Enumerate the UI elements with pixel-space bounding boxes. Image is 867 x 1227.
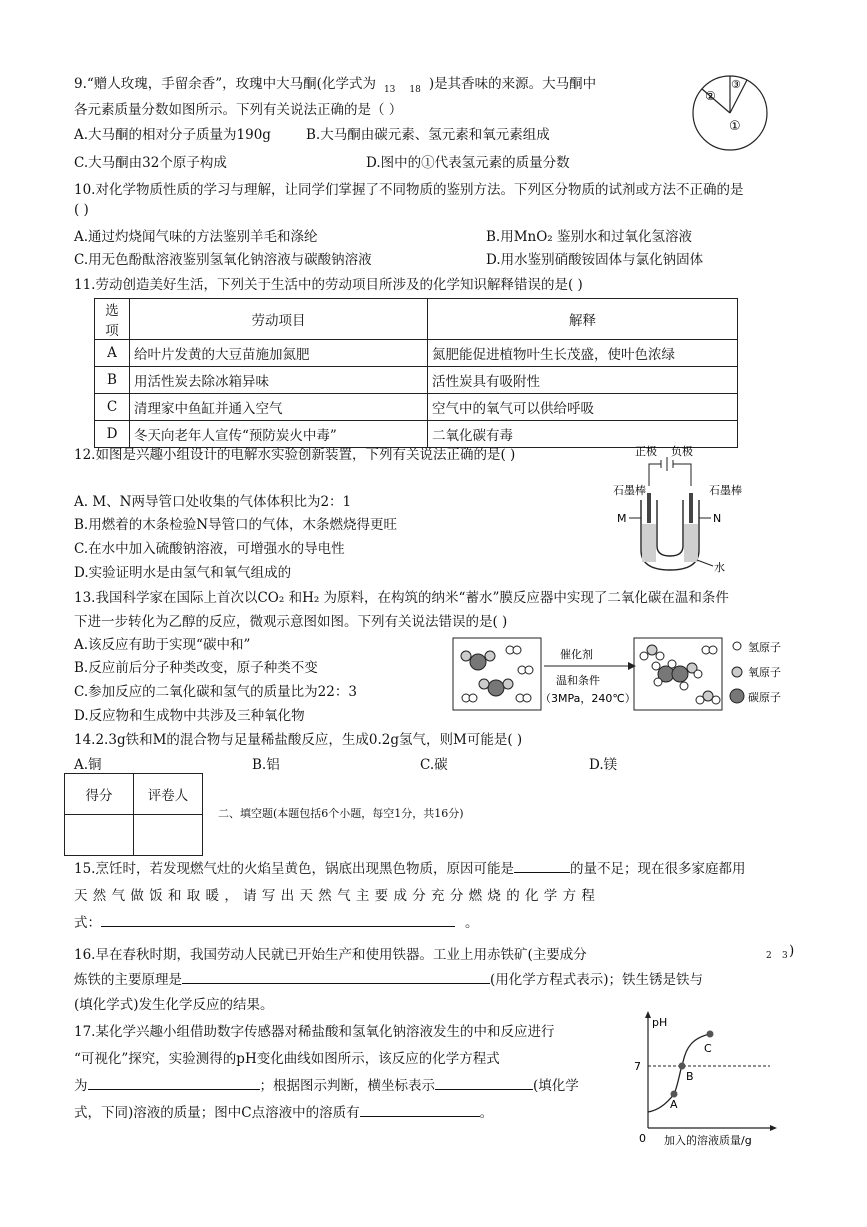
pie-label-1: ①	[729, 119, 741, 134]
q10-opt-c: C.用无色酚酞溶液鉴别氢氧化钠溶液与碳酸钠溶液	[74, 252, 372, 268]
score-label: 得分	[65, 774, 134, 815]
q16-blank-1[interactable]	[182, 969, 490, 984]
q9-pie-chart	[690, 64, 770, 160]
table-cell-explanation: 二氧化碳有毒	[428, 421, 738, 448]
q12-opt-c: C.在水中加入硫酸钠溶液，可增强水的导电性	[74, 541, 345, 557]
hydrogen-legend-icon	[733, 642, 741, 650]
score-box	[64, 773, 203, 856]
q9-opt-a: A.大马酮的相对分子质量为190g	[74, 127, 271, 143]
q15-blank-1[interactable]	[514, 858, 570, 873]
q16-text-b: (用化学方程式表示)；铁生锈是铁与	[490, 972, 704, 988]
q15-period: 。	[465, 915, 479, 931]
q17-text-e: 。	[479, 1105, 494, 1121]
q14-opt-a: A.铜	[74, 757, 102, 773]
q17-line3	[74, 1074, 579, 1094]
pie-label-2: ②	[705, 89, 716, 103]
q13-line2: 下进一步转化为乙醇的反应，微观示意图如图。下列有关说法错误的是( )	[74, 614, 508, 630]
q10-line2: ( )	[74, 202, 89, 218]
q10-opt-d: D.用水鉴别硝酸铵固体与氯化钠固体	[486, 252, 704, 268]
q13-opt-d: D.反应物和生成物中共涉及三种氧化物	[74, 708, 305, 724]
q9-text-a: 9.“赠人玫瑰，手留余香”，玫瑰中大马酮(化学式为	[74, 76, 376, 92]
n-label: N	[713, 512, 722, 525]
q17-blank-3[interactable]	[360, 1102, 480, 1117]
q14-stem: 14.2.3g铁和M的混合物与足量稀盐酸反应，生成0.2g氢气，则M可能是( )	[74, 732, 523, 748]
table-cell-explanation: 空气中的氧气可以供给呼吸	[428, 394, 738, 421]
table-header: 选项	[95, 299, 130, 340]
ph7-label: 7	[634, 1060, 641, 1073]
legend-carbon: 碳原子	[748, 691, 781, 704]
q12-electrolysis-diagram	[613, 438, 788, 578]
table-cell-item: 冬天向老年人宣传“预防炭火中毒”	[130, 421, 428, 448]
section-title: 二、填空题(本题包括6个小题，每空1分，共16分)	[218, 807, 464, 820]
grader-label: 评卷人	[134, 774, 203, 815]
q12-opt-b: B.用燃着的木条检验N导管口的气体，木条燃烧得更旺	[74, 517, 398, 533]
q16-subscript-2: 2	[766, 951, 772, 961]
q9-text-b: )是其香味的来源。大马酮中	[428, 76, 597, 92]
q9-line2: 各元素质量分数如图所示。下列有关说法正确的是（ ）	[74, 102, 403, 118]
ph-axis-label: pH	[652, 1016, 668, 1029]
q16-line3: (填化学式)发生化学反应的结果。	[74, 997, 274, 1013]
q13-reaction-diagram	[452, 634, 797, 714]
q15-text-b: 的量不足；现在很多家庭都用	[569, 861, 746, 877]
q16-line1: 16.早在春秋时期，我国劳动人民就已开始生产和使用铁器。工业上用赤铁矿(主要成分	[74, 947, 587, 963]
q12-stem: 12.如图是兴趣小组设计的电解水实验创新装置，下列有关说法正确的是( )	[74, 447, 516, 463]
q17-line4	[74, 1101, 493, 1121]
catalyst-label: 催化剂	[560, 648, 593, 661]
table-cell-explanation: 氮肥能促进植物叶生长茂盛，使叶色浓绿	[428, 340, 738, 367]
q17-text-b: ；根据图示判断，横坐标表示	[259, 1078, 435, 1094]
score-cell	[65, 815, 134, 856]
table-cell-option: C	[95, 394, 130, 421]
table-cell-item: 清理家中鱼缸并通入空气	[130, 394, 428, 421]
q11-table	[94, 298, 738, 448]
pie-label-3: ③	[731, 78, 741, 91]
q9-opt-c: C.大马酮由32个原子构成	[74, 155, 227, 171]
q15-line3	[74, 911, 479, 931]
table-cell-option: B	[95, 367, 130, 394]
q15-line2: 天 然 气 做 饭 和 取 暖 ， 请 写 出 天 然 气 主 要 成 分 充 分 燃 烧 的 化 学 方 程	[74, 888, 596, 904]
q14-opt-c: C.碳	[420, 757, 448, 773]
carbon-legend-icon	[730, 689, 744, 703]
table-cell-item: 用活性炭去除冰箱异味	[130, 367, 428, 394]
q17-line2: “可视化”探究，实验测得的pH变化曲线如图所示，该反应的化学方程式	[74, 1051, 500, 1067]
table-row	[95, 340, 738, 367]
table-header: 劳动项目	[130, 299, 428, 340]
q17-line1: 17.某化学兴趣小组借助数字传感器对稀盐酸和氢氧化钠溶液发生的中和反应进行	[74, 1024, 555, 1040]
grader-cell	[134, 815, 203, 856]
q17-blank-1[interactable]	[88, 1075, 260, 1090]
q10-line1: 10.对化学物质性质的学习与理解，让同学们掌握了不同物质的鉴别方法。下列区分物质的试剂或方法不正确的是	[74, 182, 744, 198]
q15-line1	[74, 857, 745, 877]
water-label: 水	[714, 561, 725, 574]
q17-text-d: 式，下同)溶液的质量；图中C点溶液中的溶质有	[74, 1105, 360, 1121]
q14-opt-d: D.镁	[589, 757, 618, 773]
q13-opt-c: C.参加反应的二氧化碳和氢气的质量比为22：3	[74, 684, 357, 700]
x-axis-label: 加入的溶液质量/g	[664, 1134, 752, 1147]
point-c-label: C	[704, 1042, 712, 1055]
table-cell-option: D	[95, 421, 130, 448]
q16-paren: )	[789, 943, 795, 959]
point-c	[707, 1031, 714, 1038]
q17-ph-graph	[630, 1008, 780, 1148]
q9-opt-d: D.图中的①代表氢元素的质量分数	[366, 155, 570, 171]
q12-opt-a: A. M、N两导管口处收集的气体体积比为2：1	[74, 494, 352, 510]
m-label: M	[617, 512, 627, 525]
point-a-label: A	[670, 1098, 678, 1111]
oxygen-legend-icon	[732, 667, 742, 677]
q13-opt-a: A.该反应有助于实现“碳中和”	[74, 637, 251, 653]
table-cell-item: 给叶片发黄的大豆苗施加氮肥	[130, 340, 428, 367]
params-label: （3MPa，240℃）	[540, 692, 636, 705]
q15-text-c: 式：	[74, 915, 101, 931]
positive-label: 正极	[635, 445, 657, 458]
q15-text-a: 15.烹饪时，若发现燃气灶的火焰呈黄色，锅底出现黑色物质，原因可能是	[74, 861, 514, 877]
point-b	[679, 1063, 686, 1070]
q17-blank-2[interactable]	[435, 1075, 533, 1090]
q17-text-c: (填化学	[533, 1078, 579, 1094]
legend-hydrogen: 氢原子	[748, 641, 781, 654]
table-cell-explanation: 活性炭具有吸附性	[428, 367, 738, 394]
table-cell-option: A	[95, 340, 130, 367]
q9-line1	[74, 72, 597, 95]
q16-line2	[74, 968, 703, 988]
q12-opt-d: D.实验证明水是由氢气和氧气组成的	[74, 565, 292, 581]
q10-opt-a: A.通过灼烧闻气味的方法鉴别羊毛和涤纶	[74, 229, 318, 245]
q9-opt-b: B.大马酮由碳元素、氢元素和氧元素组成	[306, 127, 550, 143]
q13-line1: 13.我国科学家在国际上首次以CO₂ 和H₂ 为原料，在构筑的纳米“蓄水”膜反应器中实现了二氧化碳在温和条件	[74, 590, 729, 606]
left-rod-label: 石墨棒	[613, 484, 646, 497]
q9-sub-13: 13	[383, 85, 396, 95]
table-header-row	[95, 299, 738, 340]
q14-opt-b: B.铝	[252, 757, 280, 773]
right-rod-label: 石墨棒	[709, 484, 742, 497]
condition-label: 温和条件	[556, 674, 600, 687]
table-row	[95, 367, 738, 394]
q11-stem: 11.劳动创造美好生活，下列关于生活中的劳动项目所涉及的化学知识解释错误的是( )	[74, 277, 583, 293]
point-b-label: B	[686, 1070, 694, 1083]
q9-sub-18: 18	[409, 85, 421, 95]
q16-subscript-3: 3	[782, 951, 788, 961]
table-row	[95, 394, 738, 421]
q15-blank-2[interactable]	[101, 912, 455, 927]
q17-text-a: 为	[74, 1078, 88, 1094]
q13-opt-b: B.反应前后分子种类改变，原子种类不变	[74, 660, 318, 676]
origin-label: 0	[639, 1132, 646, 1145]
table-header: 解释	[428, 299, 738, 340]
q10-opt-b: B.用MnO₂ 鉴别水和过氧化氢溶液	[486, 229, 692, 245]
negative-label: 负极	[671, 445, 693, 458]
point-a	[671, 1091, 678, 1098]
legend-oxygen: 氧原子	[748, 666, 781, 679]
q16-text-a: 炼铁的主要原理是	[74, 972, 182, 988]
